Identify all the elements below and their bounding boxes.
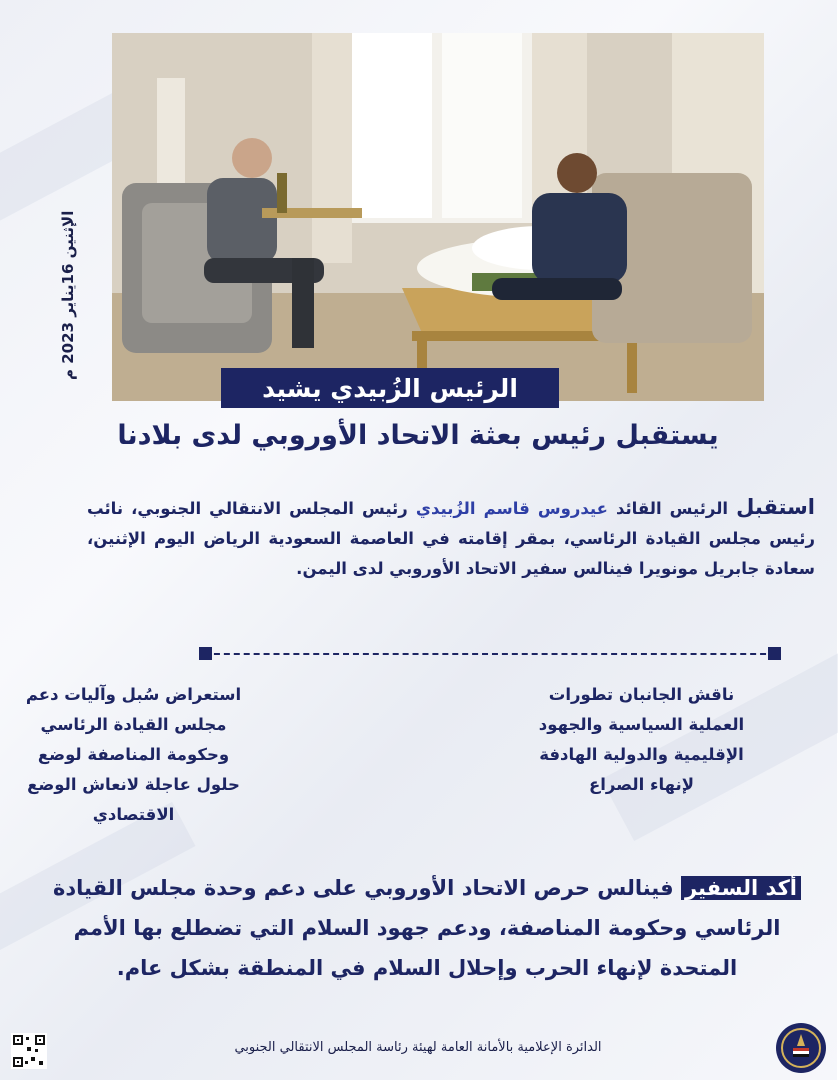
lead-part1: الرئيس القائد	[608, 499, 738, 518]
subheadline: يستقبل رئيس بعثة الاتحاد الأوروبي لدى بلادنا	[118, 420, 720, 451]
divider-marker-left	[200, 647, 213, 660]
council-emblem-icon	[776, 1022, 828, 1074]
lead-keyword: استقبل	[737, 495, 816, 519]
point-left: استعراض سُبل وآليات دعم مجلس القيادة الرئاسي وحكومة المناصفة لوضع حلول عاجلة لانعاش الوضع الاقتصادي	[26, 685, 243, 824]
date-label: الإثنين 16يناير 2023 م	[60, 210, 78, 380]
point-right: ناقش الجانبان تطورات العملية السياسية والجهود الإقليمية والدولية الهادفة لإنهاء الصراع	[539, 685, 746, 794]
closing-highlight: أكد السفير	[682, 876, 802, 900]
lead-part2: رئيس المجلس الانتقالي الجنوبي، نائب رئيس مجلس القيادة الرئاسي، بمقر إقامته في العاصمة السعودية الرياض اليوم الإثنين، سعادة جابريل مونويرا فينالس سفير الاتحاد الأوروبي لدى اليمن.	[88, 499, 816, 578]
divider-marker-right	[769, 647, 782, 660]
lead-paragraph	[88, 492, 816, 584]
section-divider	[205, 653, 777, 655]
headline-banner: الرئيس الزُبيدي يشيد	[222, 368, 560, 408]
meeting-photo	[113, 33, 765, 401]
lead-name: عيدروس قاسم الزُبيدي	[416, 499, 609, 518]
closing-paragraph	[40, 868, 816, 988]
qr-code-icon	[12, 1033, 48, 1069]
closing-text: فينالس حرص الاتحاد الأوروبي على دعم وحدة مجلس القيادة الرئاسي وحكومة المناصفة، ودعم جهود السلام التي تضطلع بها الأمم المتحدة لإنهاء الحرب وإحلال السلام في المنطقة بشكل عام.	[53, 876, 782, 980]
footer-credit: الدائرة الإعلامية بالأمانة العامة لهيئة رئاسة المجلس الانتقالي الجنوبي	[235, 1040, 603, 1055]
